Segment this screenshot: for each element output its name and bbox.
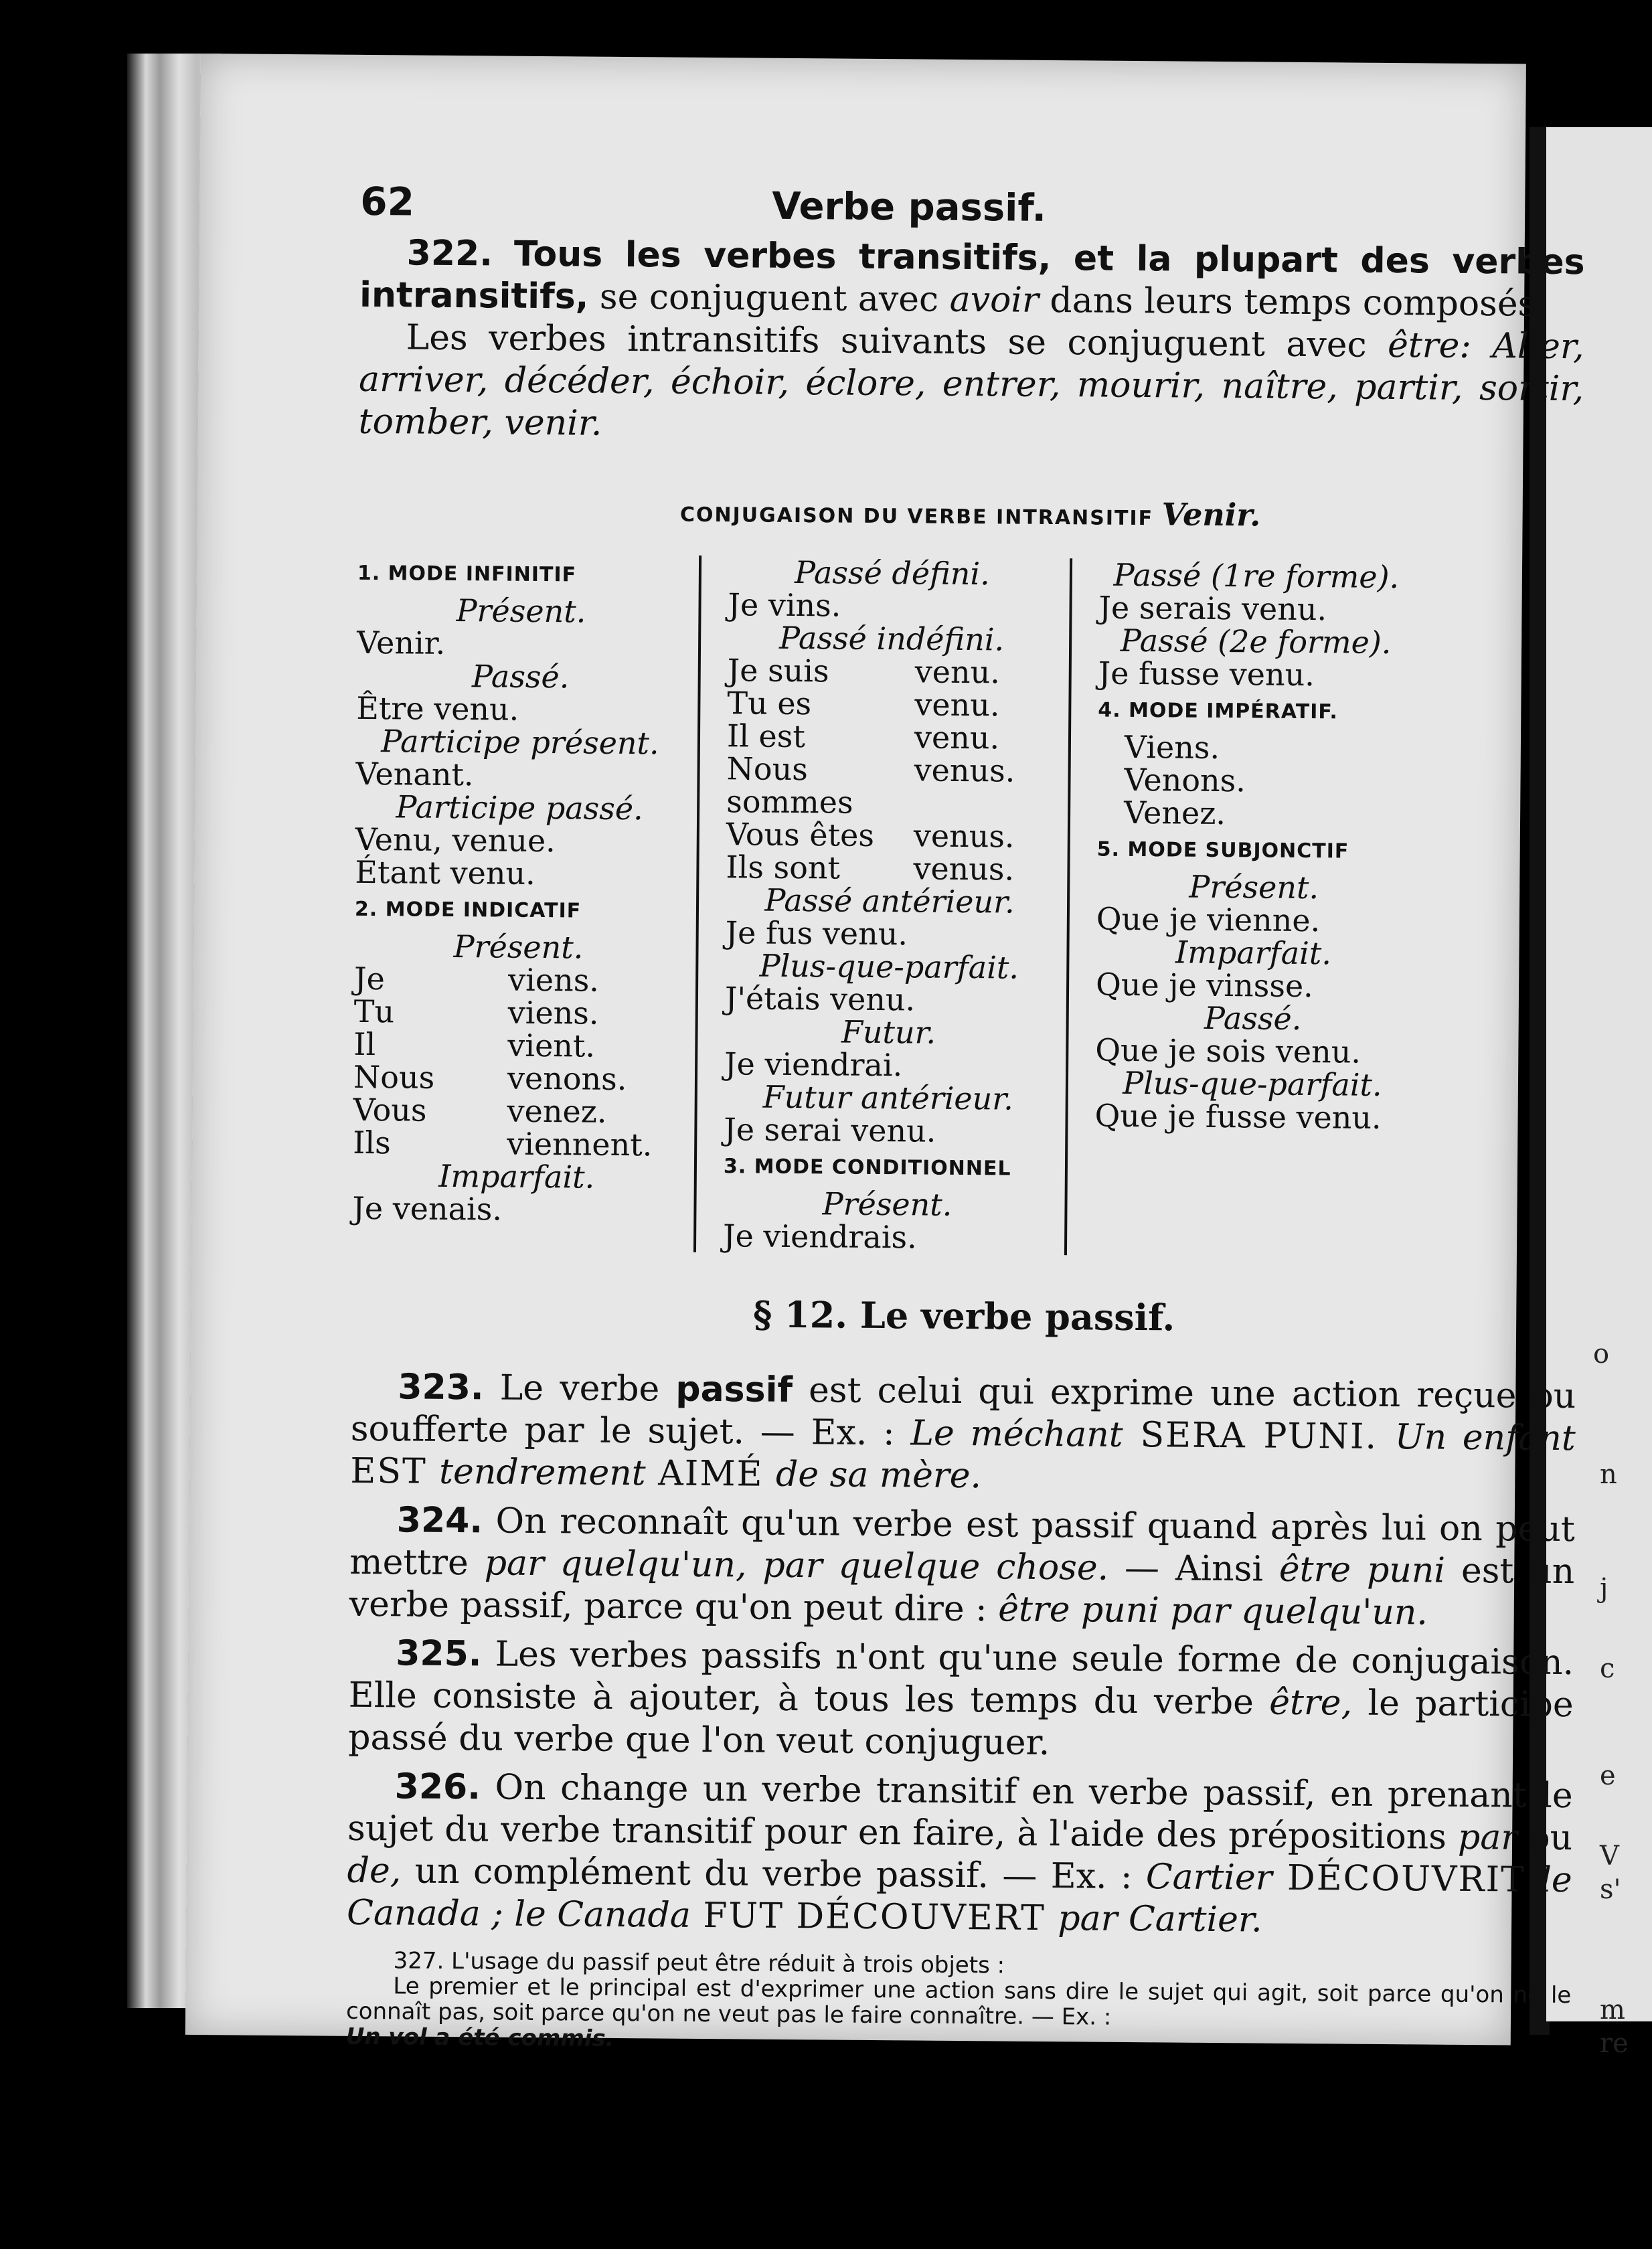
- paragraph-number: 322.: [406, 233, 493, 274]
- edge-fragment: n: [1600, 1459, 1617, 1490]
- form: Je viendrais.: [722, 1218, 917, 1256]
- footnote-327: [346, 1948, 1572, 2059]
- edge-fragment: V: [1600, 1841, 1619, 1871]
- page-number: 62: [360, 178, 415, 225]
- paragraph-324: 324. On reconnaît qu'un verbe est passif quand après lui on peut mettre par quelqu'un, par quelque chose. — Ainsi être puni est un verbe passif, parce qu'on peut dire : être puni par quelqu'un.: [349, 1500, 1575, 1633]
- form: Venant.: [355, 755, 474, 793]
- tense-heading: Imparfait.: [1175, 934, 1332, 972]
- paragraph-326: 326. On change un verbe transitif en verbe passif, en prenant le sujet du verbe transitif pour en faire, à l'aide des prépositions par ou de, un complément du verbe passif. — Ex. : Cartier DÉCOUVRIT le Canada ; le Canada FUT DÉCOUVERT par Cartier.: [346, 1766, 1573, 1940]
- conjugation-row: Tu es venu.: [727, 685, 1000, 724]
- edge-fragment: m: [1600, 1995, 1625, 2025]
- mode-heading: 3. MODE CONDITIONNEL: [723, 1155, 1011, 1181]
- conjugation-row: Il vient.: [353, 1025, 596, 1064]
- mode-heading: 2. MODE INDICATIF: [354, 897, 582, 923]
- tense-heading: Présent.: [1189, 868, 1319, 906]
- form: Je viendrai.: [724, 1046, 903, 1084]
- tense-heading: Participe présent.: [380, 723, 659, 762]
- section-heading: § 12. Le verbe passif.: [752, 1293, 1175, 1339]
- form: Venons.: [1124, 761, 1246, 799]
- form: Que je fusse venu.: [1094, 1097, 1382, 1136]
- tense-heading: Futur antérieur.: [762, 1078, 1014, 1117]
- book-page: [185, 54, 1585, 2052]
- edge-fragment: re: [1600, 2028, 1629, 2059]
- footnote-example: Un vol a été commis.: [345, 2023, 614, 2052]
- conjugation-row: Ils viennent.: [353, 1124, 653, 1163]
- form: J'étais venu.: [724, 980, 916, 1018]
- form: Je venais.: [352, 1189, 503, 1228]
- mode-heading: 1. MODE INFINITIF: [357, 561, 577, 587]
- form: Venez.: [1123, 794, 1226, 832]
- conjugation-row: Vous venez.: [353, 1091, 607, 1130]
- column-infinitif-indicatif: [352, 553, 699, 1252]
- conjugation-row: Ils sont venus.: [726, 849, 1015, 888]
- edge-fragment: e: [1600, 1760, 1616, 1791]
- paragraph-323: 323. Le verbe passif est celui qui exprime une action reçue ou soufferte par le sujet. — Ex. : Le méchant SERA PUNI. Un enfant EST tendrement AIMÉ de sa mère.: [350, 1367, 1576, 1497]
- mode-heading: 5. MODE SUBJONCTIF: [1096, 837, 1349, 863]
- conjugation-row: Nous venons.: [353, 1058, 627, 1098]
- conjugation-row: Il est venu.: [726, 718, 1000, 756]
- conjugation-row: Je suis venu.: [727, 652, 1001, 691]
- running-title: Verbe passif.: [771, 184, 1047, 230]
- paragraph-322: 322. Tous les verbes transitifs, et la plupart des verbes intransitifs, se conjuguent avec avoir dans leurs temps composés.: [359, 233, 1585, 325]
- tense-heading: Passé défini.: [794, 554, 990, 592]
- form: Venir.: [356, 624, 446, 661]
- form: Je serai venu.: [724, 1111, 936, 1149]
- footnote-line: 327. L'usage du passif peut être réduit à trois objets :: [393, 1947, 1005, 1979]
- footnote-line: Le premier et le principal est d'exprimer une action sans dire le sujet qui agit, soit parce qu'on ne le connaît pas, soit parce qu'on ne veut pas le faire connaître. — Ex. :: [345, 1973, 1572, 2031]
- edge-fragment: o: [1593, 1339, 1610, 1369]
- form: Être venu.: [356, 689, 519, 728]
- tense-heading: Passé antérieur.: [764, 882, 1015, 920]
- column-imperatif-subjonctif: [1064, 558, 1420, 1258]
- mode-heading: 4. MODE IMPÉRATIF.: [1098, 698, 1338, 724]
- tense-heading: Plus-que-parfait.: [759, 947, 1019, 986]
- tense-heading: Passé (1re forme).: [1113, 556, 1400, 596]
- edge-fragment: j: [1600, 1573, 1608, 1604]
- form: Je vins.: [728, 586, 841, 624]
- column-indicatif-conditionnel: [693, 556, 1070, 1255]
- tense-heading: Présent.: [453, 928, 584, 966]
- tense-heading: Présent.: [456, 592, 586, 630]
- bold-rule: Tous les verbes transitifs, et la plupart des verbes intransitifs,: [359, 234, 1585, 317]
- conjugation-row: Je viens.: [353, 960, 600, 999]
- page-content: [346, 179, 1586, 2059]
- conjugation-row: Tu viens.: [353, 993, 599, 1031]
- tense-heading: Passé indéfini.: [778, 619, 1005, 658]
- edge-fragment: c: [1600, 1653, 1615, 1684]
- paragraph-322-list: Les verbes intransitifs suivants se conjuguent avec être: Aller, arriver, décéder, échoir, éclore, entrer, mourir, naître, partir, sortir, tomber, venir.: [358, 317, 1584, 444]
- tense-heading: Passé.: [1204, 999, 1302, 1037]
- conjugation-table: [352, 553, 1582, 1259]
- form: Étant venu.: [355, 853, 535, 892]
- tense-heading: Participe passé.: [396, 788, 643, 827]
- form: Je fus venu.: [725, 914, 908, 952]
- tense-heading: Passé.: [471, 658, 570, 695]
- conjugation-row: Vous êtes venus.: [726, 816, 1015, 855]
- form: Que je vienne.: [1096, 900, 1321, 939]
- paragraph-325: 325. Les verbes passifs n'ont qu'une seule forme de conjugaison. Elle consiste à ajouter, à tous les temps du verbe être, le participe passé du verbe que l'on veut conjuguer.: [348, 1633, 1574, 1764]
- form: Je serais venu.: [1098, 589, 1327, 628]
- form: Viens.: [1124, 728, 1220, 766]
- tense-heading: Imparfait.: [438, 1157, 595, 1195]
- tense-heading: Passé (2e forme).: [1120, 622, 1392, 661]
- tense-heading: Futur.: [841, 1013, 936, 1051]
- edge-fragment: s': [1600, 1874, 1621, 1905]
- form: Que je sois venu.: [1095, 1031, 1361, 1070]
- tense-heading: Présent.: [822, 1185, 953, 1223]
- form: Je fusse venu.: [1098, 655, 1315, 693]
- form: Venu, venue.: [355, 821, 556, 859]
- tense-heading: Plus-que-parfait.: [1123, 1064, 1382, 1103]
- page-header: [360, 179, 1586, 242]
- form: Que je vinsse.: [1095, 966, 1314, 1005]
- conjugation-title: CONJUGAISON DU VERBE INTRANSITIF Venir.: [679, 496, 1261, 533]
- conjugation-row: Nous sommes venus.: [726, 750, 1015, 821]
